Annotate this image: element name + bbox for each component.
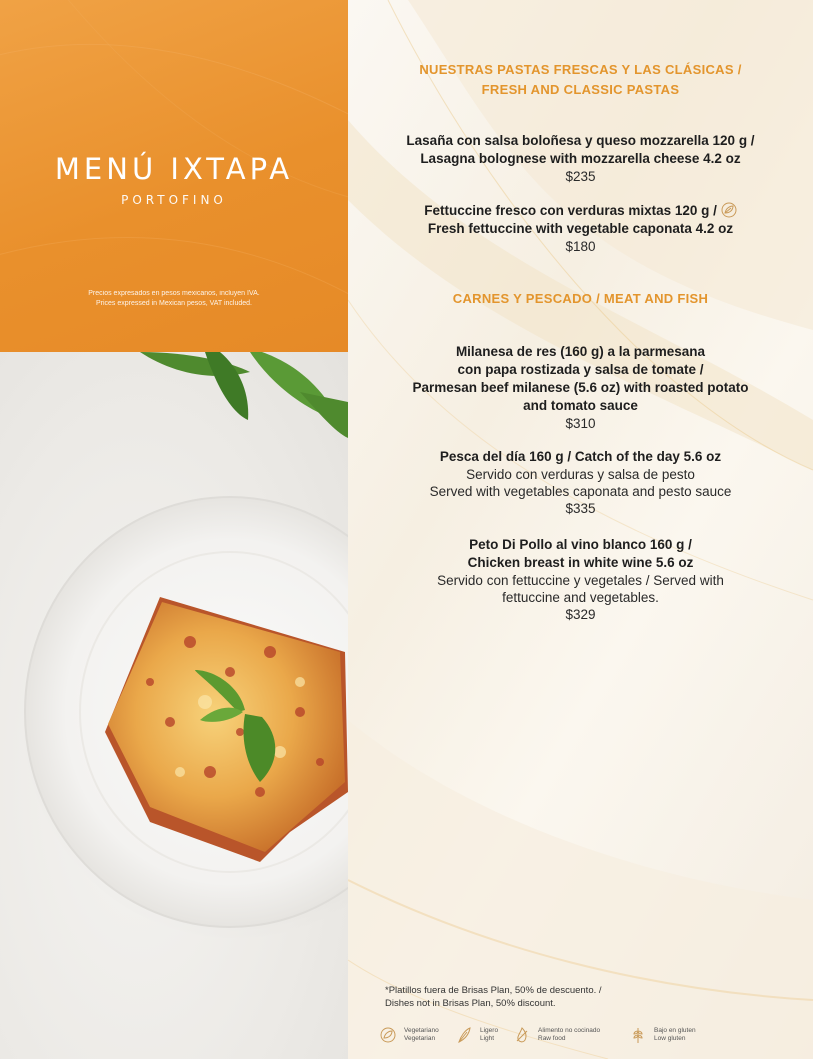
low-gluten-wheat-icon xyxy=(630,1026,646,1044)
item-name: and tomato sauce xyxy=(523,398,638,413)
light-feather-icon xyxy=(456,1026,472,1044)
legend-label-en: Light xyxy=(480,1035,495,1042)
menu-item-milanesa xyxy=(348,343,813,433)
item-name: Peto Di Pollo al vino blanco 160 g / xyxy=(469,537,692,552)
item-name: Chicken breast in white wine 5.6 oz xyxy=(467,555,694,570)
item-description: fettuccine and vegetables. xyxy=(502,590,659,605)
item-name: Fettuccine fresco con verduras mixtas 120 g / xyxy=(424,203,717,218)
vegetarian-leaf-icon xyxy=(380,1026,396,1044)
item-price: $180 xyxy=(565,239,596,254)
legend-label-en: Raw food xyxy=(538,1035,566,1042)
raw-flame-icon xyxy=(514,1026,530,1044)
lasagna-photo xyxy=(0,352,348,1059)
legend-label xyxy=(538,1027,600,1043)
restaurant-name: PORTOFINO xyxy=(121,193,227,207)
price-note-en: Prices expressed in Mexican pesos, VAT included. xyxy=(95,300,253,307)
menu-item-petto-di-pollo xyxy=(348,536,813,624)
section-title-meat-fish xyxy=(348,289,813,309)
item-name: Pesca del día 160 g / Catch of the day 5.6 oz xyxy=(439,449,722,464)
item-name: Fresh fettuccine with vegetable caponata 4.2 oz xyxy=(427,221,734,236)
item-name: Parmesan beef milanese (5.6 oz) with roasted potato xyxy=(412,380,749,395)
item-price: $329 xyxy=(565,607,596,622)
item-price: $335 xyxy=(565,501,596,516)
legend-label xyxy=(404,1027,439,1043)
legend-label-en: Vegetarian xyxy=(404,1035,436,1042)
legend-label xyxy=(480,1027,498,1043)
item-name: Milanesa de res (160 g) a la parmesana xyxy=(455,344,706,359)
legend-label-es: Alimento no cocinado xyxy=(538,1027,601,1034)
vegetarian-leaf-icon xyxy=(721,202,737,218)
footnote-line: *Platillos fuera de Brisas Plan, 50% de descuento. / xyxy=(385,985,602,996)
item-description: Servido con verduras y salsa de pesto xyxy=(466,467,695,482)
item-name: Lasaña con salsa boloñesa y queso mozzarella 120 g / xyxy=(406,133,755,148)
menu-title: MENÚ IXTAPA xyxy=(54,152,294,186)
legend-label-es: Bajo en gluten xyxy=(654,1027,696,1034)
item-name-row xyxy=(348,202,813,220)
section-title-pastas xyxy=(348,60,813,100)
menu-item-catch-of-the-day xyxy=(348,448,813,518)
price-note xyxy=(0,289,348,309)
item-name: con papa rostizada y salsa de tomate / xyxy=(457,362,704,377)
item-name: Lasagna bolognese with mozzarella cheese 4.2 oz xyxy=(420,151,741,166)
menu-item-fettuccine xyxy=(348,202,813,256)
item-description: Served with vegetables caponata and pesto sauce xyxy=(429,484,732,499)
lasagna-illustration xyxy=(0,352,348,1059)
item-description: Servido con fettuccine y vegetales / Served with xyxy=(437,573,724,588)
footnote xyxy=(385,984,685,1010)
price-note-es: Precios expresados en pesos mexicanos, incluyen IVA. xyxy=(88,290,260,297)
section-title-line: CARNES Y PESCADO / MEAT AND FISH xyxy=(452,291,709,306)
legend-label-en: Low gluten xyxy=(654,1035,686,1042)
left-column xyxy=(0,0,348,1059)
legend-label-es: Ligero xyxy=(480,1027,499,1034)
item-price: $310 xyxy=(565,416,596,431)
section-title-line: FRESH AND CLASSIC PASTAS xyxy=(481,82,680,97)
menu-header xyxy=(0,0,348,352)
legend-label xyxy=(654,1027,696,1043)
dietary-legend xyxy=(380,1024,810,1048)
item-price: $235 xyxy=(565,169,596,184)
legend-label-es: Vegetariano xyxy=(404,1027,439,1034)
section-title-line: NUESTRAS PASTAS FRESCAS Y LAS CLÁSICAS / xyxy=(419,62,742,77)
footnote-line: Dishes not in Brisas Plan, 50% discount. xyxy=(385,998,556,1009)
menu-item-lasagna xyxy=(348,132,813,186)
menu-content xyxy=(348,0,813,1059)
